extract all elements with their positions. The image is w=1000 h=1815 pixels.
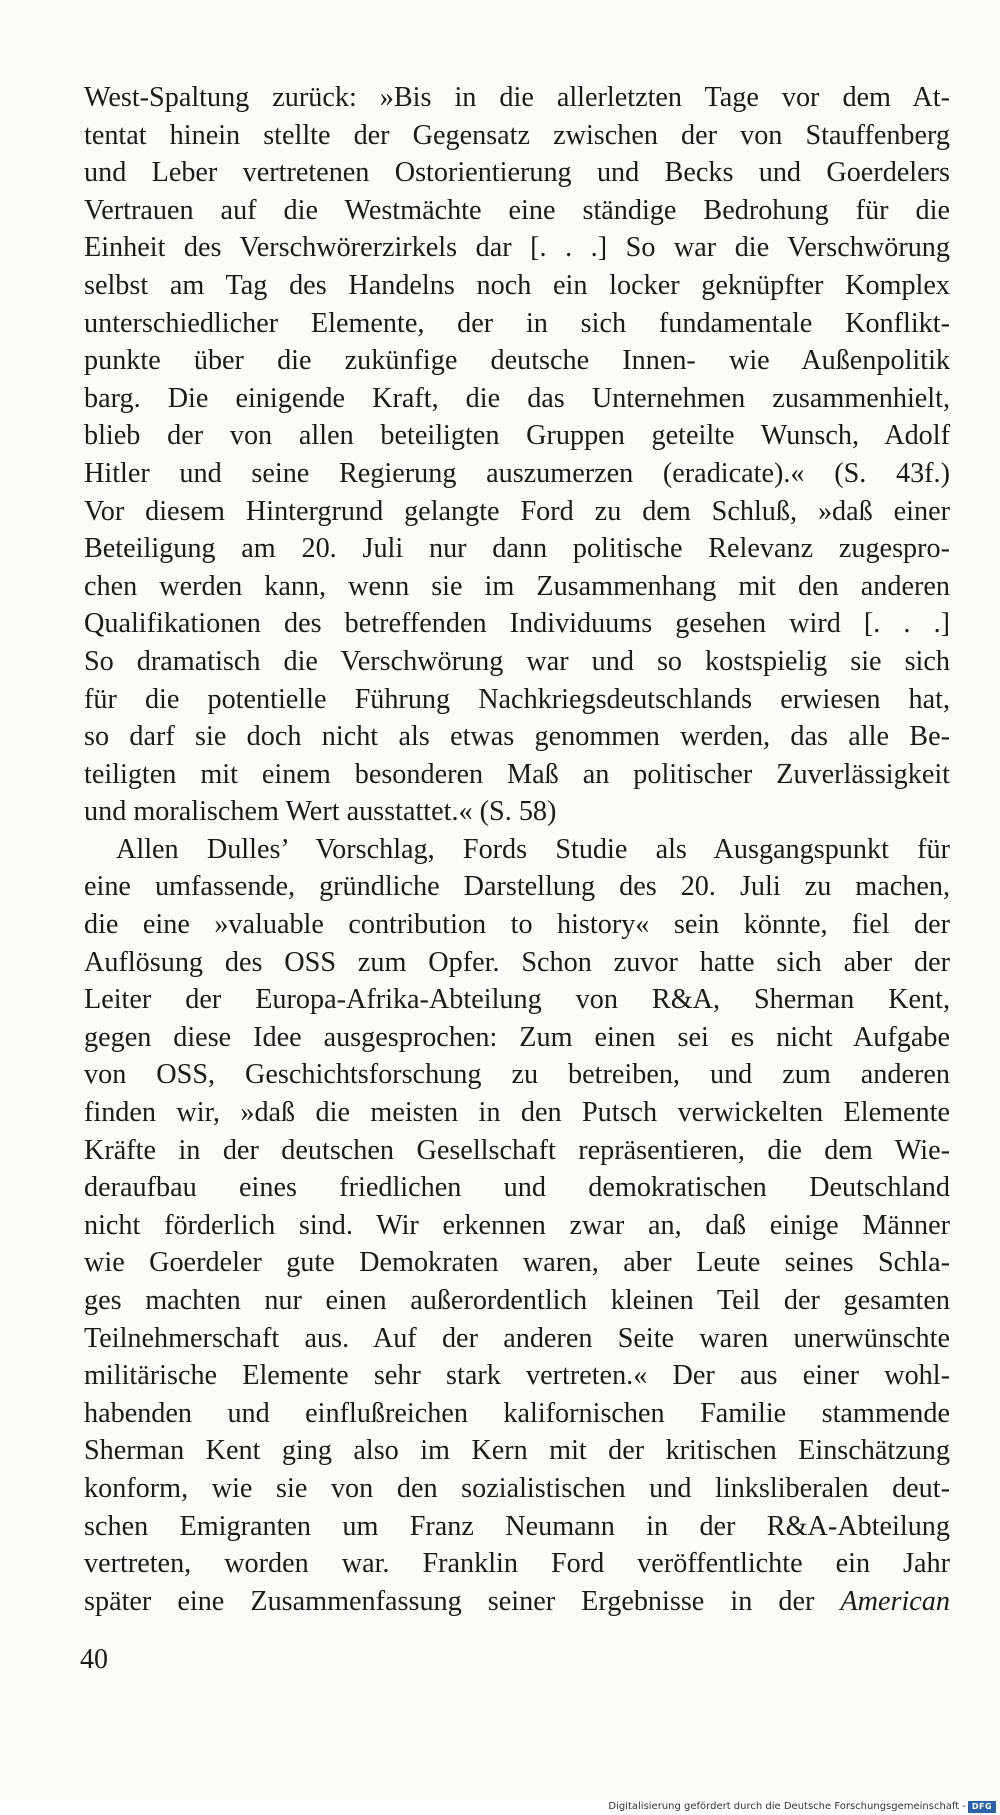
text-line: tentat hinein stellte der Gegensatz zwischen der von Stauffenberg xyxy=(84,119,950,151)
text-line-last xyxy=(84,1583,950,1621)
text-line: Einheit des Verschwörerzirkels dar [. . .] So war die Verschwörung xyxy=(84,232,950,264)
text-line-last-prefix: später eine Zusammenfassung seiner Ergebnisse in der xyxy=(84,1585,841,1617)
text-line: eine umfassende, gründliche Darstellung des 20. Juli zu machen, xyxy=(84,871,950,903)
page-body-text xyxy=(84,79,950,1620)
text-line: Qualifikationen des betreffenden Individuums gesehen wird [. . .] xyxy=(84,608,950,640)
text-line: West-Spaltung zurück: »Bis in die allerletzten Tage vor dem At- xyxy=(84,82,950,113)
digitization-footer xyxy=(0,1800,1000,1815)
text-line: teiligten mit einem besonderen Maß an politischer Zuverlässigkeit xyxy=(84,758,950,790)
text-line: konform, wie sie von den sozialistischen und linksliberalen deut- xyxy=(84,1472,950,1504)
paragraph-end-line: und moralischem Wert ausstattet.« (S. 58) xyxy=(84,796,557,828)
text-line: Sherman Kent ging also im Kern mit der kritischen Einschätzung xyxy=(84,1435,950,1467)
text-line: selbst am Tag des Handelns noch ein locker geknüpfter Komplex xyxy=(84,269,950,301)
text-line: unterschiedlicher Elemente, der in sich fundamentale Konflikt- xyxy=(84,307,950,339)
text-line: barg. Die einigende Kraft, die das Unternehmen zusammenhielt, xyxy=(84,382,950,414)
text-line: habenden und einflußreichen kalifornischen Familie stammende xyxy=(84,1397,950,1429)
text-line: finden wir, »daß die meisten in den Putsch verwickelten Elemente xyxy=(84,1097,950,1129)
paragraph-start-line: Allen Dulles’ Vorschlag, Fords Studie als Ausgangspunkt für xyxy=(116,833,950,865)
text-line: Leiter der Europa-Afrika-Abteilung von R&A, Sherman Kent, xyxy=(84,984,950,1016)
text-line: nicht förderlich sind. Wir erkennen zwar an, daß einige Männer xyxy=(84,1209,950,1241)
text-line: punkte über die zukünfige deutsche Innen- wie Außenpolitik xyxy=(84,345,950,377)
text-line: vertreten, worden war. Franklin Ford veröffentlichte ein Jahr xyxy=(84,1548,950,1580)
text-line: wie Goerdeler gute Demokraten waren, aber Leute seines Schla- xyxy=(84,1247,950,1279)
text-line: Hitler und seine Regierung auszumerzen (eradicate).« (S. 43f.) xyxy=(84,457,950,489)
text-line: gegen diese Idee ausgesprochen: Zum einen sei es nicht Aufgabe xyxy=(84,1021,950,1053)
page-number: 40 xyxy=(80,1644,108,1675)
dfg-logo: DFG xyxy=(968,1801,996,1813)
text-line: schen Emigranten um Franz Neumann in der R&A-Abteilung xyxy=(84,1510,950,1542)
text-line: für die potentielle Führung Nachkriegsdeutschlands erwiesen hat, xyxy=(84,683,950,715)
text-line: Vertrauen auf die Westmächte eine ständige Bedrohung für die xyxy=(84,194,950,226)
text-line: Teilnehmerschaft aus. Auf der anderen Seite waren unerwünschte xyxy=(84,1322,950,1354)
text-line: die eine »valuable contribution to history« sein könnte, fiel der xyxy=(84,909,950,941)
italic-journal-title: American xyxy=(840,1585,950,1617)
text-line: chen werden kann, wenn sie im Zusammenhang mit den anderen xyxy=(84,570,950,602)
text-line: blieb der von allen beteiligten Gruppen geteilte Wunsch, Adolf xyxy=(84,420,950,452)
text-line: militärische Elemente sehr stark vertreten.« Der aus einer wohl- xyxy=(84,1360,950,1392)
funding-credit: Digitalisierung gefördert durch die Deutsche Forschungsgemeinschaft - xyxy=(608,1801,966,1812)
text-line: ges machten nur einen außerordentlich kleinen Teil der gesamten xyxy=(84,1285,950,1316)
text-line: Auflösung des OSS zum Opfer. Schon zuvor hatte sich aber der xyxy=(84,946,950,978)
text-line: und Leber vertretenen Ostorientierung und Becks und Goerdelers xyxy=(84,157,950,189)
text-line: von OSS, Geschichtsforschung zu betreiben, und zum anderen xyxy=(84,1059,950,1091)
text-line: Vor diesem Hintergrund gelangte Ford zu dem Schluß, »daß einer xyxy=(84,495,950,527)
text-line: So dramatisch die Verschwörung war und so kostspielig sie sich xyxy=(84,645,950,677)
text-line: Beteiligung am 20. Juli nur dann politische Relevanz zugespro- xyxy=(84,533,950,565)
text-line: Kräfte in der deutschen Gesellschaft repräsentieren, die dem Wie- xyxy=(84,1134,950,1166)
text-line: deraufbau eines friedlichen und demokratischen Deutschland xyxy=(84,1172,950,1204)
text-line: so darf sie doch nicht als etwas genommen werden, das alle Be- xyxy=(84,721,950,753)
